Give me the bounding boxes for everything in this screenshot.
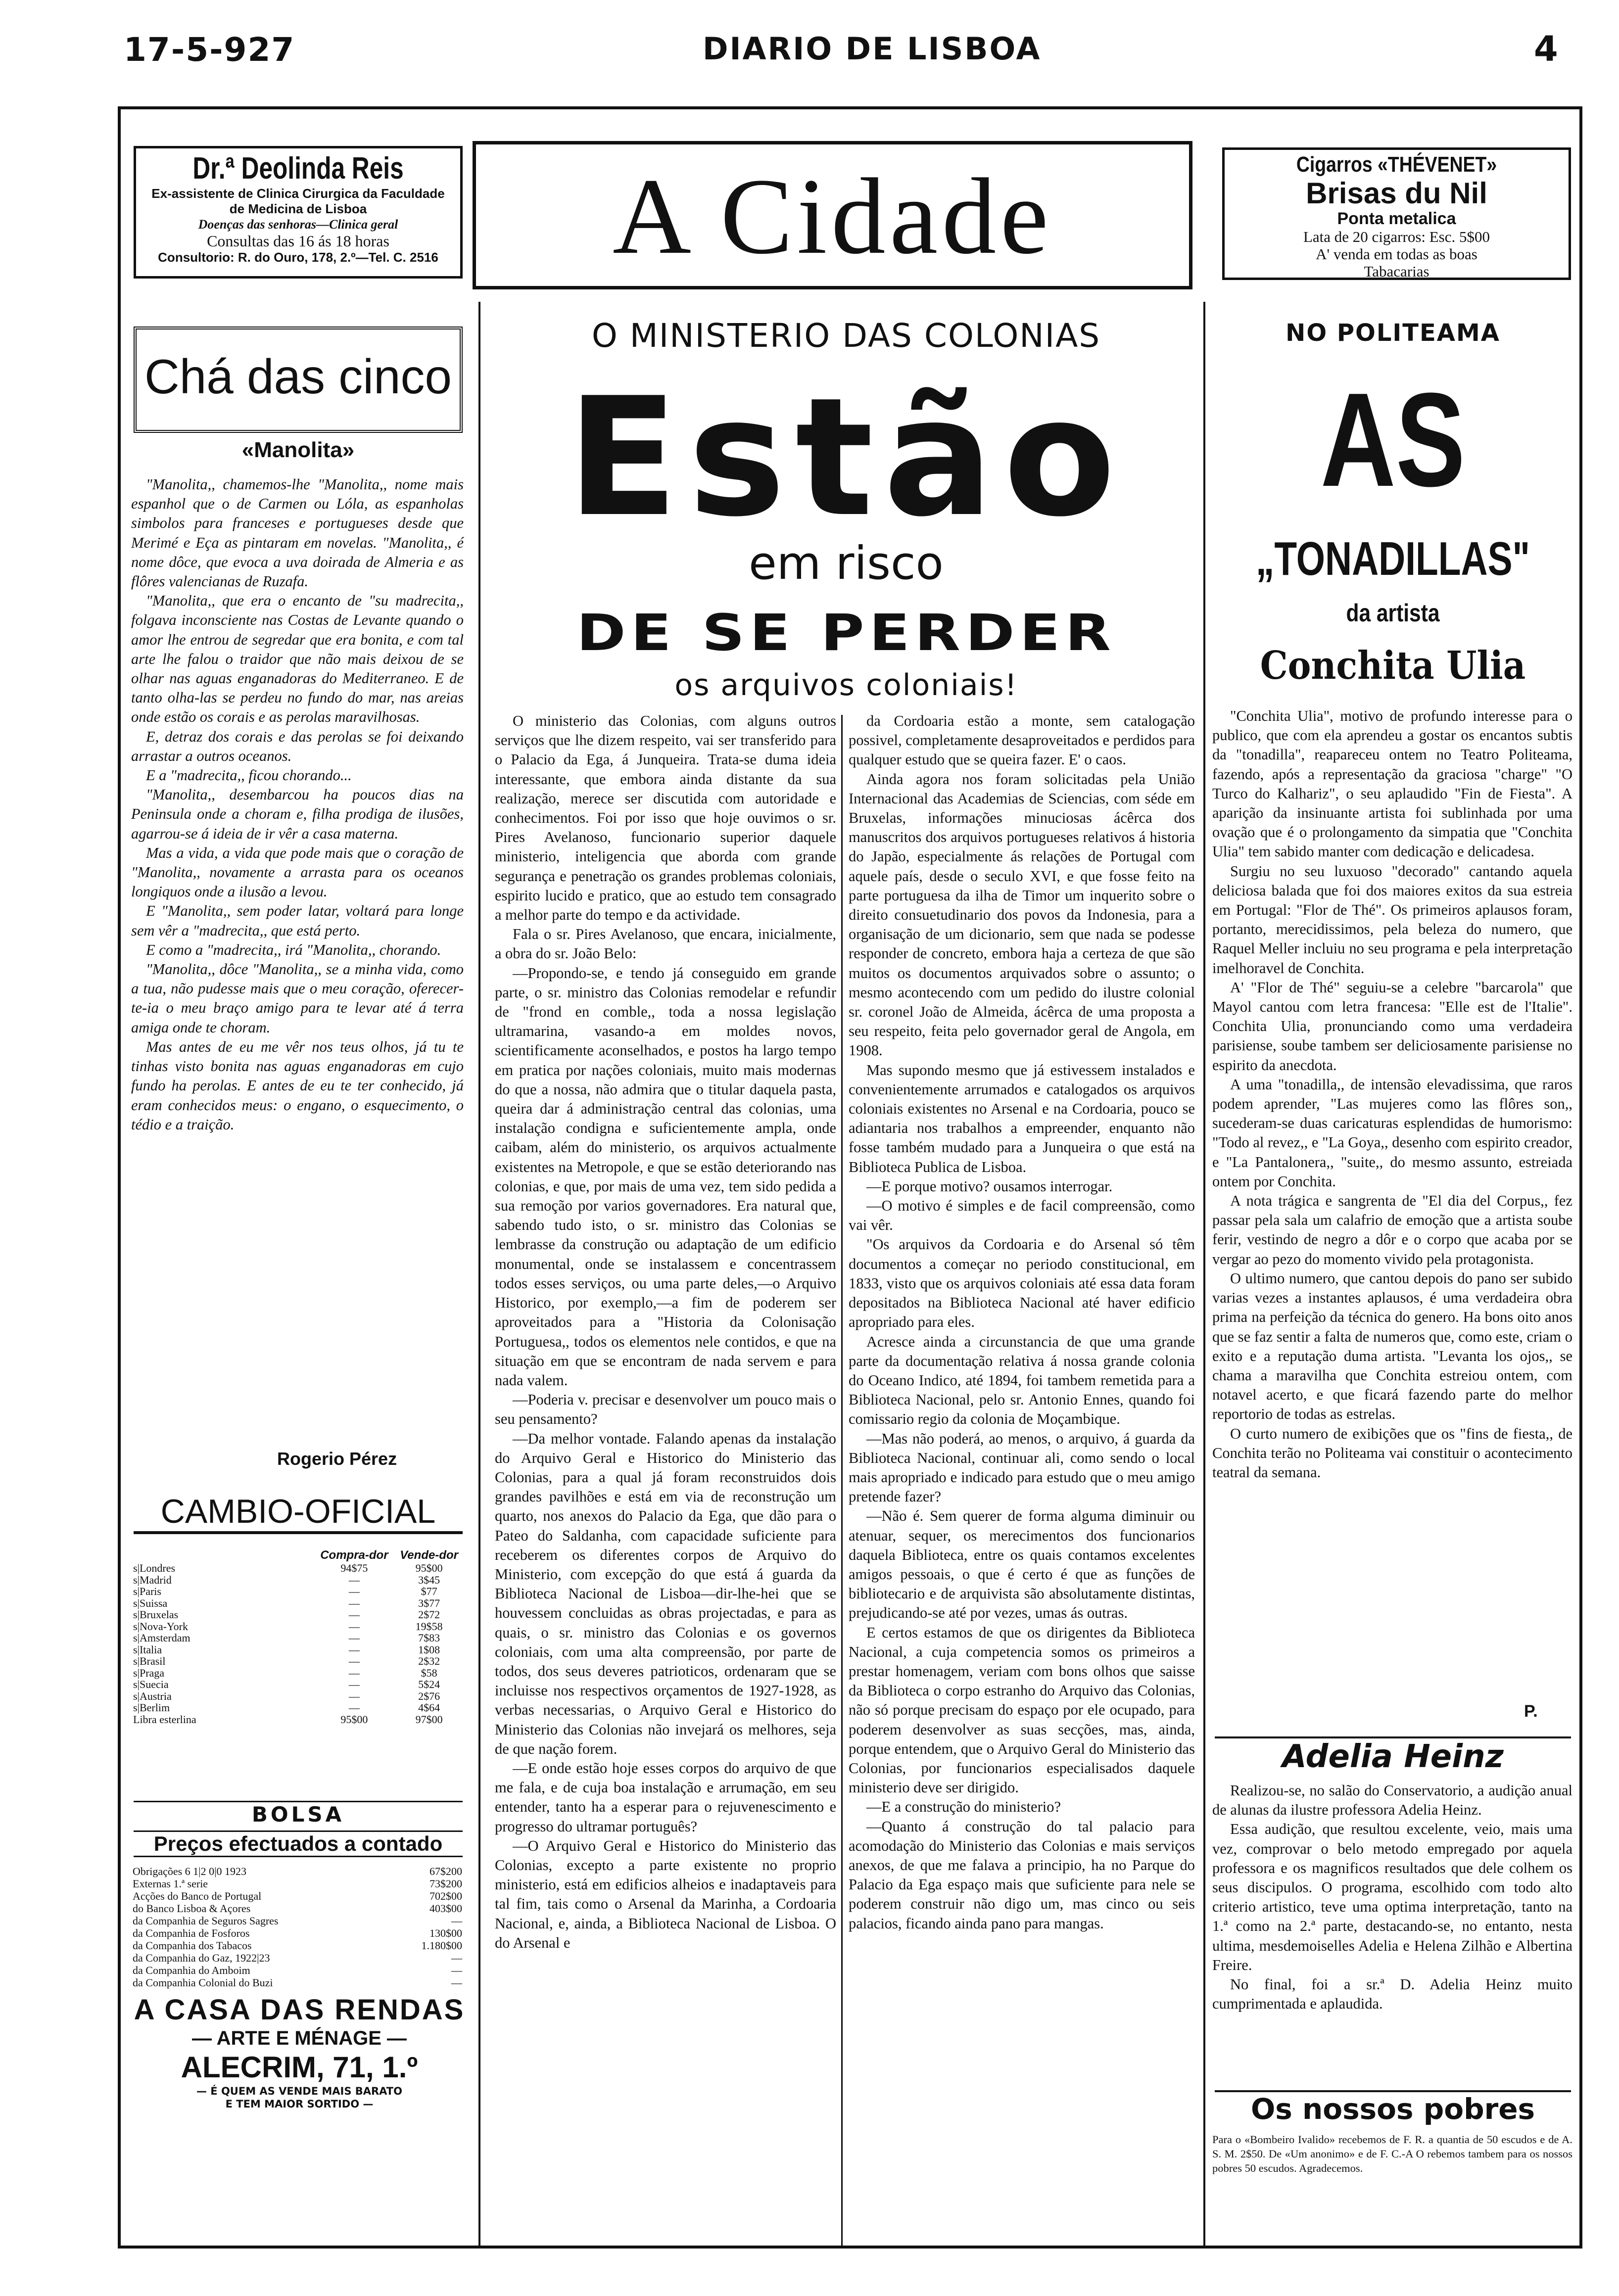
cigar-line: A' venda em todas as boas [1316,245,1477,263]
table-row [131,1865,464,1877]
rate-cell: $77 [421,1585,437,1597]
table-row [131,1679,464,1690]
rate-cell: — [348,1643,360,1656]
paragraph: —Quanto á construção do tal palacio para acomodação do Ministerio das Colonias e mais serviços anexos, de que me falava a principio, ha no Parque do Palacio da Ega espaço mais que suficiente para nele se poderem construir não digo um, mas cinco ou seis palacios, ficando ainda pano para mangas. [849,1818,1195,1932]
currency-cell: s|Austria [133,1689,172,1702]
review-signature: P. [1524,1702,1538,1721]
cigar-line: Lata de 20 cigarros: Esc. 5$00 [1303,228,1490,245]
column-header: Vende-dor [400,1548,458,1562]
security-cell: da Companhia dos Tabacos [133,1939,252,1952]
security-cell: Acções do Banco de Portugal [133,1890,262,1902]
stock-table [131,1865,464,1989]
cigar-product: Brisas du Nil [1306,177,1487,210]
paragraph: —Propondo-se, e tendo já conseguido em grande parte, o sr. ministro das Colonias remodelar e refundir de "frond en comble,, toda a nossa legislação ultramarina, vasando-a em moldes novos, scientificamente aconselhados, e postos ha largo tempo em pratica por nações coloniais, muito mais modernas do que a nossa, não admira que o titular daquela pasta, queira dar á administração central das colonias, uma instalação condigna e suficientemente ampla, onde caibam, além do ministerio, os arquivos actualmente existentes na Metropole, e que se estão deteriorando nas colonias, e que, por mais de uma vez, tem sido pedida a sua remoção por varios governadores. Era natural que, sabendo tudo isto, o sr. ministro das Colonias se lembrasse da construção ou adaptação de um edificio monumental, onde se instalassem e concentrassem todos esses serviços, ou uma parte deles,—o Arquivo Historico, por exemplo,—a fim de poderem ser aproveitados para a "Historia da Colonisação Portuguesa,, todos os elementos nele contidos, e que na situação em que se encontram de nada servem e para nada valem. [495,964,836,1389]
table-row [131,1597,464,1609]
table-row [131,1655,464,1667]
theatre-headline: AS [1320,366,1466,515]
rate-cell: 3$45 [418,1573,440,1586]
doctor-line: Doenças das senhoras—Clinica geral [198,217,398,232]
doctor-line: Consultas das 16 ás 18 horas [207,232,389,250]
price-cell: — [451,1952,462,1964]
ad-line: A CASA DAS RENDAS [134,1994,465,2026]
security-cell: da Companhia de Seguros Sagres [133,1915,279,1927]
rate-cell: 19$58 [415,1620,443,1633]
rate-cell: — [348,1632,360,1644]
paragraph: —Poderia v. precisar e desenvolver um pouco mais o seu pensamento? [495,1391,836,1428]
rate-cell: 95$00 [415,1562,443,1574]
theatre-subhead: „TONADILLAS" [1255,532,1530,585]
exchange-title: CAMBIO-OFICIAL [134,1492,463,1534]
article-kicker: O MINISTERIO DAS COLONIAS [591,317,1101,355]
ad-line: ALECRIM, 71, 1.º [181,2051,418,2084]
cigar-advertisement [1222,147,1571,280]
rate-cell: 97$00 [415,1713,443,1726]
article-column-1 [495,711,836,1953]
rate-cell: 2$32 [418,1655,440,1667]
paragraph: Mas supondo mesmo que já estivessem instalados e convenientemente arrumados e catalogados os arquivos coloniais existentes no Arsenal e na Cordoaria, pouco se adiantaria nos trabalhos a empreender, enquanto não fosse também mudado para a Junqueira o que está na Biblioteca Publica de Lisboa. [849,1061,1195,1175]
rate-cell: — [348,1701,360,1714]
ad-line: E TEM MAIOR SORTIDO — [225,2098,374,2110]
price-cell: 73$200 [429,1877,462,1890]
article-column-2 [849,711,1195,1933]
price-cell: 403$00 [429,1902,462,1915]
paragraph: —E onde estão hoje esses corpos do arquivo de que me fala, e de cuja boa instalação e arrumação, em seu entender, tanto ha a esperar para o rejuvenescimento e progresso do ultramar português? [495,1759,836,1835]
table-row [131,1632,464,1644]
issue-date: 17-5-927 [124,31,295,69]
article-subhead: em risco [749,537,944,590]
pobres-text: Para o «Bombeiro Ivalido» recebemos de F. R. a quantia de 50 escudos e de A. S. M. 2$50. De «Um anonimo» e de F. C.-A O rebemos tambem para os nossos pobres 50 escudos. Agradecemos. [1212,2133,1572,2174]
table-row [131,1702,464,1714]
paragraph: da Cordoaria estão a monte, sem catalogação possivel, completamente desaproveitados e perdidos para qualquer estudo que se queira fazer. E' o caos. [849,712,1195,768]
currency-cell: s|Berlim [133,1701,170,1714]
rate-cell: 7$83 [418,1632,440,1644]
price-cell: 67$200 [429,1865,462,1877]
column-header: Compra-dor [320,1548,388,1562]
currency-cell: Libra esterlina [133,1713,196,1726]
price-cell: — [451,1964,462,1976]
paragraph: E como a "madrecita,, irá "Manolita,, chorando. [146,941,441,958]
table-row [131,1621,464,1633]
table-row [131,1714,464,1726]
adelia-headline: Adelia Heinz [1215,1736,1571,1775]
section-banner [134,327,463,433]
exchange-table [131,1548,464,1725]
table-row [131,1586,464,1597]
newspaper-title: DIARIO DE LISBOA [703,31,1042,67]
currency-cell: s|Suecia [133,1678,169,1690]
story-body [131,475,464,1134]
rate-cell: 95$00 [340,1713,368,1726]
security-cell: da Companhia de Fosforos [133,1927,250,1939]
doctor-line: de Medicina de Lisboa [229,201,367,216]
security-cell: da Companhia do Gaz, 1922|23 [133,1952,270,1964]
paragraph: E "Manolita,, sem poder latar, voltará para longe sem vêr a "madrecita,, que está perto. [131,902,464,939]
doctor-advertisement [134,146,463,279]
paragraph: E, detraz dos corais e das perolas se foi deixando arrastar a outros oceanos. [131,728,464,764]
price-cell: — [451,1976,462,1989]
rate-cell: 1$08 [418,1643,440,1656]
table-row [131,1939,464,1952]
rate-cell: $58 [421,1666,437,1679]
table-row [131,1667,464,1679]
rate-cell: — [348,1608,360,1621]
section-title: Chá das cinco [144,349,452,404]
column-rule [478,302,480,2246]
section-masthead: A Cidade [473,141,1192,289]
rate-cell: — [348,1596,360,1609]
article-headline: Estão [567,363,1126,553]
currency-cell: s|Londres [133,1562,176,1574]
theatre-subhead: da artista [1346,599,1440,627]
paragraph: No final, foi a sr.ª D. Adelia Heinz muito cumprimentada e aplaudida. [1212,1976,1572,2013]
paragraph: "Manolita,, chamemos-lhe "Manolita,, nome mais espanhol que o de Carmen ou Lóla, as espanholas simbolos para franceses e portugueses desde que Merimé e Eça as pintaram em novelas. "Manolita,, é nome dôce, que evoca a uva doirada de Almeria e as flôres valencianas de Ruzafa. [131,476,464,590]
ad-line: — ARTE E MÉNAGE — [191,2027,407,2049]
currency-cell: s|Brasil [133,1655,166,1667]
paragraph: A uma "tonadilla,, de intensão elevadissima, que raros podem aprender, "Las mujeres como las flôres son,, sucederam-se duas caricaturas esplendidas de humorismo: "Todo al revez,, e "La Goya,, desenho com espirito creador, e "La Pantalonera,, "suite,, do mesmo assunto, estreiada ontem por Conchita. [1212,1076,1572,1190]
paragraph: "Manolita,, dôce "Manolita,, se a minha vida, como a tua, não pudesse mais que o meu coração, oferecer-te-ia o meu braço amigo para te levar até á terra amiga onde te choram. [131,961,464,1036]
author-byline: Rogerio Pérez [277,1449,397,1469]
price-cell: — [451,1915,462,1927]
paragraph: —O motivo é simples e de facil compreensão, como vai vêr. [849,1197,1195,1234]
paragraph: Fala o sr. Pires Avelanoso, que encara, inicialmente, a obra do sr. João Belo: [495,926,836,962]
table-row [131,1927,464,1939]
doctor-name: Dr.ª Deolinda Reis [192,151,404,186]
table-row [131,1574,464,1586]
rendas-advertisement [126,1994,473,2110]
security-cell: da Companhia do Amboim [133,1964,250,1976]
paragraph: Acresce ainda a circunstancia de que uma grande parte da documentação relativa á nossa grande colonia do Oceano Indico, até 1894, foi tambem remetida para a Biblioteca Nacional, pelo sr. Antonio Ennes, quando foi comissario regio da colonia de Moçambique. [849,1333,1195,1428]
theatre-kicker: NO POLITEAMA [1286,319,1500,347]
stock-subtitle: Preços efectuados a contado [134,1830,463,1857]
security-cell: do Banco Lisboa & Açores [133,1902,251,1915]
price-cell: 1.180$00 [421,1939,462,1952]
rate-cell: — [348,1689,360,1702]
currency-cell: s|Suissa [133,1596,168,1609]
table-row [131,1644,464,1656]
table-row [131,1976,464,1989]
paragraph: O ultimo numero, que cantou depois do pano ser subido varias vezes a instantes aplausos, é uma verdadeira obra prima na perfeição da técnica do genero. Ha bons oito anos que se faz sentir a falta de numeros que, como este, criam o exito e a reputação duma artista. "Levanta los ojos,, se chama a maravilha que Conchita estreiou ontem, com notavel acerto, e que ficará fazendo parte do melhor reportorio de todas as estrelas. [1212,1269,1572,1423]
paragraph: —O Arquivo Geral e Historico do Ministerio das Colonias, excepto a parte existente no proprio ministerio, está em edificios alheios e inadaptaveis para tal fim, tais como o Arsenal da Marinha, a Cordoaria Nacional, e, ainda, a Biblioteca Nacional de Lisboa. O do Arsenal e [495,1837,836,1951]
article-subhead: os arquivos coloniais! [674,668,1018,703]
paragraph: "Manolita,, que era o encanto de "su madrecita,, folgava inconsciente nas Costas de Levante quando o amor lhe entrou de segredar que era bonita, e com tal arte lhe falou o traidor que não mais deixou de se olhar nas aguas enganadoras do Mediterraneo. E de tanto olha-las se perdeu no fundo do mar, nas areias onde estão os corais e as perolas maravilhosas. [131,592,464,726]
paragraph: A nota trágica e sangrenta de "El dia del Corpus,, fez passar pela sala um calafrio de emoção que a artista soube ferir, vestindo de negro a dôr e o corpo que acaba por se vergar ao pezo do momento vivido pela protagonista. [1212,1192,1572,1267]
table-row [131,1964,464,1976]
paragraph: Mas antes de eu me vêr nos teus olhos, já tu te tinhas visto bonita nas aguas enganadoras em cujo fundo ha perolas. E antes de eu te ter conhecido, já eram conhecidos meus: o engano, o esquecimento, o tédio e a traição. [131,1038,464,1133]
paragraph: A' "Flor de Thé" seguiu-se a celebre "barcarola" que Mayol cantou com letra francesa: "Elle est de l'Italie". Conchita Ulia, pronunciando como uma verdadeira parisiense, soube tambem ser deliciosamente parisiense no espirito da anecdota. [1212,979,1572,1074]
rate-cell: 5$24 [418,1678,440,1690]
table-row [131,1902,464,1915]
rate-cell: 2$72 [418,1608,440,1621]
doctor-line: Ex-assistente de Clinica Cirurgica da Faculdade [151,186,445,201]
table-row [131,1890,464,1902]
rate-cell: — [348,1585,360,1597]
table-row [131,1915,464,1927]
currency-cell: s|Praga [133,1666,165,1679]
currency-cell: s|Paris [133,1585,161,1597]
paragraph: Mas a vida, a vida que pode mais que o coração de "Manolita,, novamente a arrasta para os oceanos longiquos onde a ilusão a levou. [131,844,464,900]
stock-title: BOLSA [134,1801,463,1827]
paragraph: "Os arquivos da Cordoaria e do Arsenal só têm documentos a começar no periodo constitucional, em 1833, visto que os arquivos coloniais até essa data foram depositados na Biblioteca Nacional até haver edificio apropriado para eles. [849,1236,1195,1331]
paragraph: E certos estamos de que os dirigentes da Biblioteca Nacional, a cuja competencia somos os primeiros a prestar homenagem, veriam com bons olhos que saisse da Biblioteca o corpo estranho do Arquivo das Colonias, não só porque precisam do espaço por ele ocupado, para poderem desenvolver as suas secções, mas, ainda, porque entendem, que o Arquivo Geral do Ministerio das Colonias, por funcionarios especialisados daquele ministerio deve ser dirigido. [849,1624,1195,1796]
security-cell: Obrigações 6 1|2 0|0 1923 [133,1865,246,1877]
page-number: 4 [1534,29,1558,69]
doctor-line: Consultorio: R. do Ouro, 178, 2.º—Tel. C. 2516 [158,250,438,265]
paragraph: Realizou-se, no salão do Conservatorio, a audição anual de alunas da ilustre professora Adelia Heinz. [1212,1782,1572,1819]
paragraph: "Conchita Ulia", motivo de profundo interesse para o publico, que com ela aprendeu a gostar os encantos subtis da "tonadilla", reapareceu ontem no Teatro Politeama, fazendo, após a representação da graciosa "charge" "O Turco do Kalhariz", o seu aplaudido "Fin de Fiesta". A aparição da insinuante artista foi sublinhada por uma ovação que é o prolongamento da simpatia que "Conchita Ulia" tem sabido manter com dedicação e delicadesa. [1212,707,1572,860]
paragraph: O curto numero de exibições que os "fins de fiesta,, de Conchita terão no Politeama vai constituir o acontecimento teatral da semana. [1212,1425,1572,1481]
paragraph: —Mas não poderá, ao menos, o arquivo, á guarda da Biblioteca Nacional, continuar ali, como sendo o local mais apropriado e indicado para estudo que o meu amigo pretende fazer? [849,1430,1195,1505]
rate-cell: — [348,1655,360,1667]
table-row [131,1952,464,1964]
currency-cell: s|Madrid [133,1573,172,1586]
table-row [131,1609,464,1621]
paragraph: —Não é. Sem querer de forma alguma diminuir ou atenuar, sequer, os merecimentos dos funcionarios daquela Biblioteca, entre os quais contamos excelentes amigos pessoais, o que é certo é que as funções de bibliotecario e de arquivista são absolutamente distintas, prejudicando-se até por vezes, umas ás outras. [849,1507,1195,1622]
rate-cell: — [348,1678,360,1690]
currency-cell: s|Italia [133,1643,162,1656]
pobres-headline: Os nossos pobres [1215,2090,1571,2126]
paragraph: Ainda agora nos foram solicitadas pela União Internacional das Academias de Sciencias, com séde em Bruxelas, informações minuciosas ácêrca dos manuscritos dos arquivos portugueses relativos á historia do Japão, especialmente ás relações de Portugal com aquele país, desde o seculo XVI, e que fosse feito na parte portuguesa da ilha de Timor um inquerito sobre o direito consuetudinario dos povos da Indonesia, para a organisação de um dicionario, sem que nada se podesse responder de concreto, embora haja a certeza de que são muitos os documentos arquivados sobre o assunto; o mesmo acontecendo com um pedido do ilustre colonial sr. coronel João de Almeida, ácêrca de uma proposta a seu respeito, feita pelo governador geral de Angola, em 1908. [849,770,1195,1059]
table-row [131,1877,464,1890]
rate-cell: — [348,1573,360,1586]
price-cell: 130$00 [429,1927,462,1939]
paragraph: —Da melhor vontade. Falando apenas da instalação do Arquivo Geral e Historico do Ministerio das Colonias, para a qual já foram reconstruidos dois grandes pavilhões e está em via de reconstrução um quarto, nos anexos do Palacio da Ega, que dão para o Pateo do Saldanha, com capacidade suficiente para receberem os diferentes corpos de Arquivo do Ministerio, com excepção do que está á guarda da Biblioteca Nacional de Lisboa—dir-lhe-hei que se houvessem concluidas as obras projectadas, e para as quais, o sr. ministro das Colonias e os governos coloniais, com uma alta compreensão, por parte de todos, dos seus deveres patrioticos, ordenaram que se incluisse nos respectivos orçamentos de 1927-1928, as verbas necessarias, o Arquivo Geral e Historico do Ministerio das Colonias não invejará os melhores, seja de que nação forem. [495,1430,836,1757]
paragraph: O ministerio das Colonias, com alguns outros serviços que lhe dizem respeito, vai ser transferido para o Palacio da Ega, á Junqueira. Trata-se duma ideia interessante, que embora ainda distante da sua realização, merece ser discutida com autoridade e conhecimentos. Foi por isso que hoje ouvimos o sr. Pires Avelanoso, funcionario superior daquele ministerio, inteligencia que aborda com grande segurança e penetração os grandes problemas coloniais, espirito lucido e pratico, que ao estudo tem consagrado a melhor parte do tempo e da actividade. [495,712,836,924]
ad-line: — É QUEM AS VENDE MAIS BARATO [196,2085,402,2097]
cigar-brand: Cigarros «THÉVENET» [1296,152,1497,177]
table-row [131,1562,464,1574]
currency-cell: s|Bruxelas [133,1608,179,1621]
artist-name: Conchita Ulia [1260,643,1526,688]
paragraph: —E porque motivo? ousamos interrogar. [866,1177,1113,1195]
rate-cell: 4$64 [418,1701,440,1714]
column-rule [1203,302,1205,2246]
table-row [131,1690,464,1702]
price-cell: 702$00 [429,1890,462,1902]
rate-cell: — [348,1620,360,1633]
table-header-row [131,1548,464,1562]
adelia-article [1212,1781,1572,2014]
column-rule [841,715,843,2246]
cigar-line: Ponta metalica [1337,209,1456,228]
currency-cell: s|Nova-York [133,1620,188,1633]
article-subhead: DE SE PERDER [576,604,1116,662]
paragraph: —E a construção do ministerio? [866,1798,1061,1816]
paragraph: Essa audição, que resultou excelente, veio, mais uma vez, comprovar o belo metodo empregado por aquela professora e os magnificos resultados que dele colhem os seus discipulos. O programa, escolhido com todo alto criterio artistico, teve uma optima interpretação, tanto na 1.ª como na 2.ª parte, destacando-se, no entanto, nesta ultima, mesdemoiselles Adelia e Helena Zilhão e Albertina Freire. [1212,1821,1572,1973]
paragraph: Surgiu no seu luxuoso "decorado" cantando aquela deliciosa balada que foi dos maiores exitos da sua estreia em Portugal: "Flor de Thé". Os primeiros aplausos foram, portanto, merecidissimos, pela beleza do numero, que Raquel Meller incluiu no seu programa e pela interpretação imelhoravel de Conchita. [1212,862,1572,977]
rate-cell: 2$76 [418,1689,440,1702]
story-headline: «Manolita» [241,438,355,462]
currency-cell: s|Amsterdam [133,1632,190,1644]
rate-cell: — [348,1666,360,1679]
paragraph: E a "madrecita,, ficou chorando... [146,767,352,784]
security-cell: da Companhia Colonial do Buzi [133,1976,273,1989]
rate-cell: 3$77 [418,1596,440,1609]
theatre-review [1212,706,1572,1482]
cigar-line: Tabacarias [1364,263,1429,280]
security-cell: Externas 1.ª serie [133,1877,208,1890]
rate-cell: 94$75 [340,1562,368,1574]
paragraph: "Manolita,, desembarcou ha poucos dias na Peninsula onde a choram e, filha prodiga de ilusões, agarrou-se á ideia de ir vêr a casa materna. [131,786,464,842]
